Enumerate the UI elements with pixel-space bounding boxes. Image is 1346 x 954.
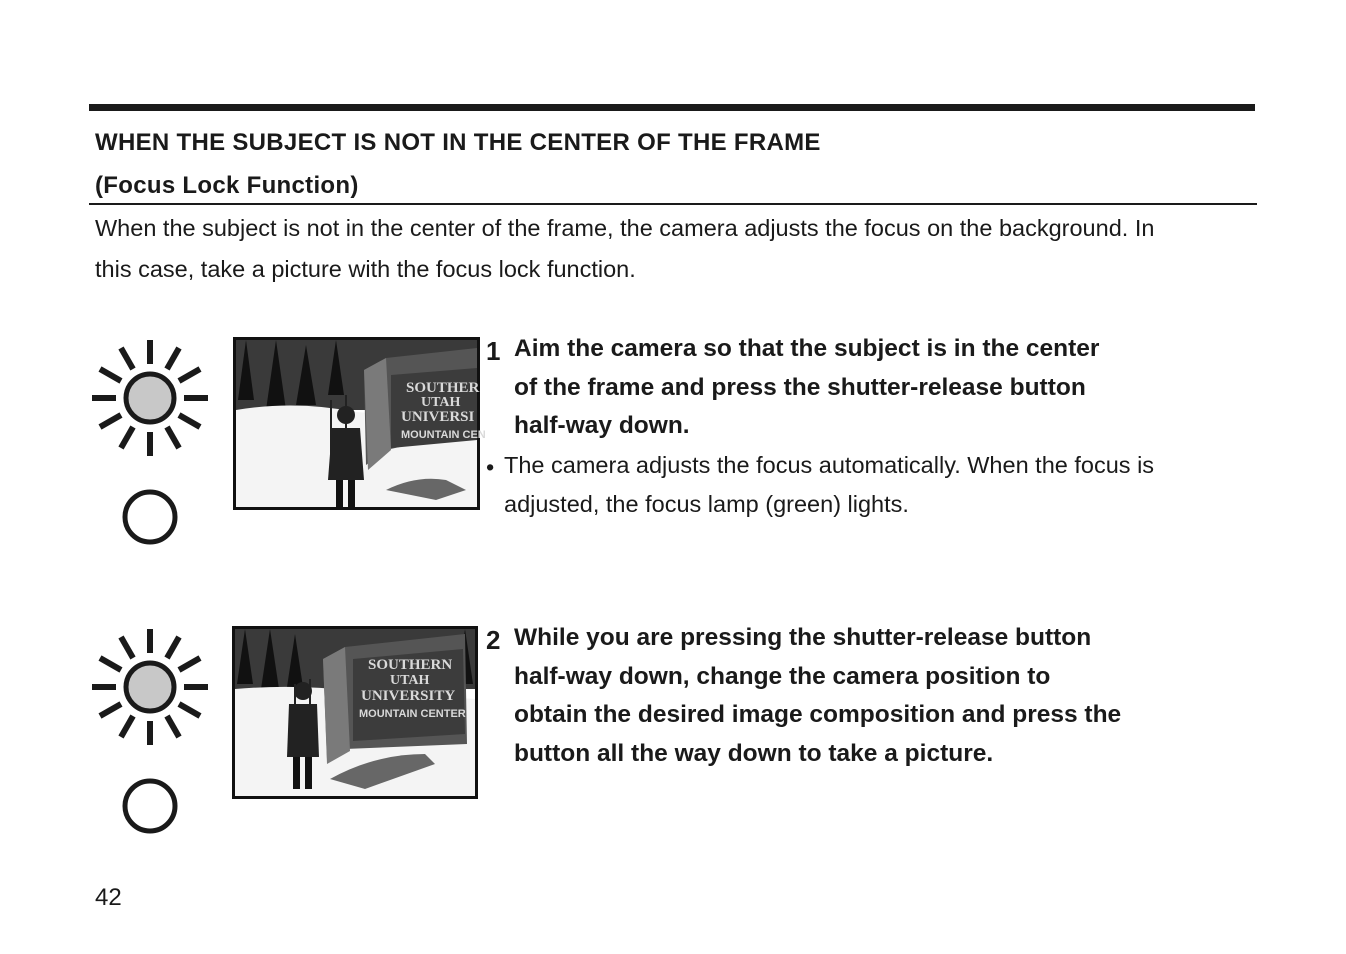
ring-lamp-icon [120, 776, 180, 836]
step-number: 1 [486, 336, 501, 366]
sign-text: UNIVERSI [401, 409, 475, 425]
viewfinder-photo [233, 337, 486, 510]
page-number: 42 [95, 884, 122, 911]
heading-underline [89, 203, 1257, 205]
sign-text: UNIVERSITY [361, 688, 456, 704]
sign-text: MOUNTAIN CEN [401, 429, 486, 441]
sign-text: SOUTHER [406, 380, 480, 396]
step-title-line: obtain the desired image composition and press the [514, 701, 1122, 728]
sun-lamp-icon [90, 338, 210, 458]
sign-text: UTAH [390, 673, 430, 688]
section-subheading: (Focus Lock Function) [95, 172, 359, 199]
sign-text: UTAH [421, 395, 461, 410]
sign-text: MOUNTAIN CENTER [359, 708, 466, 720]
ring-lamp-icon [120, 487, 180, 547]
intro-line: When the subject is not in the center of the frame, the camera adjusts the focus on the background. In [95, 215, 1155, 241]
sign-text: SOUTHERN [368, 657, 453, 673]
viewfinder-photo [232, 626, 478, 799]
step-title-line: half-way down. [514, 412, 690, 439]
step-title-line: Aim the camera so that the subject is in the center [514, 335, 1100, 362]
intro-paragraph [95, 208, 1265, 290]
top-rule [89, 104, 1255, 111]
step-2-title [514, 619, 1274, 773]
note-line: adjusted, the focus lamp (green) lights. [504, 491, 909, 517]
step-title-line: button all the way down to take a picture. [514, 739, 994, 767]
intro-line: this case, take a picture with the focus lock function. [95, 256, 636, 282]
photo-scene [236, 340, 486, 507]
bullet-point: • [486, 454, 495, 480]
sun-lamp-icon [90, 627, 210, 747]
photo-scene [235, 629, 475, 796]
section-heading: WHEN THE SUBJECT IS NOT IN THE CENTER OF THE FRAME [95, 129, 821, 156]
step-title-line: half-way down, change the camera position to [514, 662, 1051, 690]
step-number: 2 [486, 625, 501, 655]
step-title-line: of the frame and press the shutter-release button [514, 373, 1086, 401]
note-line: The camera adjusts the focus automatically. When the focus is [504, 452, 1155, 478]
step-1-note [504, 446, 1264, 524]
step-title-line: While you are pressing the shutter-release button [514, 624, 1092, 651]
step-1-title [514, 330, 1274, 446]
